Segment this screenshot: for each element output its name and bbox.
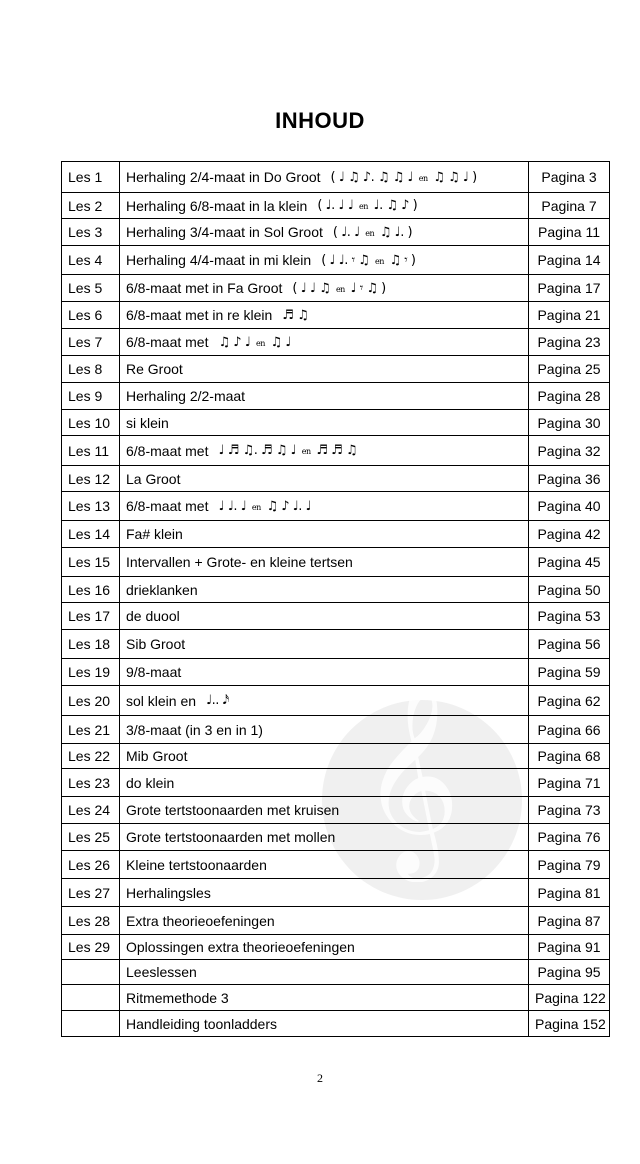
table-row <box>62 356 610 383</box>
table-row <box>62 716 610 744</box>
lesson-topic: de duool <box>126 608 180 624</box>
lesson-topic-cell <box>120 716 529 744</box>
lesson-topic: 6/8-maat met in Fa Groot <box>126 280 283 296</box>
lesson-number <box>62 985 120 1011</box>
rhythm-notes: ♫ ♩. ) <box>376 224 413 240</box>
page-reference: Pagina 28 <box>529 383 610 410</box>
page-reference: Pagina 11 <box>529 219 610 246</box>
lesson-topic-cell <box>120 1011 529 1037</box>
lesson-topic: Grote tertstoonaarden met mollen <box>126 829 336 845</box>
lesson-number: Les 8 <box>62 356 120 383</box>
rhythm-notes: ♬ ♫ <box>282 307 309 323</box>
table-row <box>62 492 610 521</box>
table-row <box>62 744 610 769</box>
page-reference: Pagina 40 <box>529 492 610 521</box>
lesson-topic: drieklanken <box>126 581 198 598</box>
table-row <box>62 603 610 630</box>
lesson-topic-cell <box>120 356 529 383</box>
lesson-topic: 6/8-maat met in re klein <box>126 307 273 323</box>
lesson-topic-cell <box>120 383 529 410</box>
table-row <box>62 383 610 410</box>
lesson-topic-cell <box>120 246 529 275</box>
table-row <box>62 659 610 686</box>
rhythm-notation <box>218 335 290 350</box>
lesson-topic: Herhaling 4/4-maat in mi klein <box>126 252 312 268</box>
lesson-number: Les 7 <box>62 329 120 356</box>
lesson-topic-cell <box>120 436 529 466</box>
page-reference: Pagina 14 <box>529 246 610 275</box>
lesson-topic-cell <box>120 302 529 329</box>
rhythm-notes: ( ♩. ♩ ♩ <box>317 198 357 213</box>
table-row <box>62 219 610 246</box>
rhythm-notes: ♫ ♪ ♩ <box>218 334 254 350</box>
rhythm-notes: ♫ ♪ ♩. ♩ <box>262 498 312 514</box>
table-row <box>62 686 610 716</box>
rhythm-notes: ♩ 𝄾 ♫ ) <box>346 280 386 296</box>
lesson-topic: Sib Groot <box>126 636 186 652</box>
table-row <box>62 769 610 797</box>
rhythm-notes: ( ♩. ♩ <box>332 224 364 240</box>
lesson-number: Les 12 <box>62 466 120 492</box>
page-reference: Pagina 76 <box>529 824 610 851</box>
lesson-topic-cell <box>120 659 529 686</box>
rhythm-notation <box>292 281 385 296</box>
lesson-topic-cell <box>120 329 529 356</box>
lesson-topic: 6/8-maat met <box>126 334 209 350</box>
lesson-number: Les 6 <box>62 302 120 329</box>
table-row <box>62 824 610 851</box>
table-row <box>62 275 610 302</box>
page-reference: Pagina 7 <box>529 193 610 219</box>
table-row <box>62 436 610 466</box>
page-reference: Pagina 45 <box>529 548 610 577</box>
lesson-number: Les 5 <box>62 275 120 302</box>
rhythm-notes: ♩ ♩. ♩ <box>218 498 250 514</box>
lesson-topic-cell <box>120 769 529 797</box>
lesson-topic: Mib Groot <box>126 748 188 764</box>
table-row <box>62 1011 610 1037</box>
table-row <box>62 797 610 824</box>
lesson-number: Les 18 <box>62 630 120 659</box>
rhythm-joiner: en <box>335 284 345 294</box>
table-row <box>62 630 610 659</box>
rhythm-notes: ♫ 𝄾 ) <box>385 252 416 268</box>
page-reference: Pagina 56 <box>529 630 610 659</box>
lesson-number: Les 3 <box>62 219 120 246</box>
rhythm-notes: ♩.. 𝅘𝅥𝅯 <box>206 693 229 708</box>
page-reference: Pagina 25 <box>529 356 610 383</box>
lesson-topic-cell <box>120 879 529 907</box>
lesson-topic-cell <box>120 492 529 521</box>
rhythm-notation <box>218 443 357 458</box>
lesson-topic: Herhaling 2/4-maat in Do Groot <box>126 169 321 185</box>
lesson-number: Les 15 <box>62 548 120 577</box>
lesson-number: Les 28 <box>62 907 120 935</box>
lesson-topic-cell <box>120 851 529 879</box>
lesson-topic-cell <box>120 548 529 577</box>
rhythm-notes: ( ♩ ♩. 𝄾 ♫ <box>321 252 373 268</box>
page-reference: Pagina 95 <box>529 960 610 985</box>
lesson-number: Les 20 <box>62 686 120 716</box>
page-reference: Pagina 53 <box>529 603 610 630</box>
lesson-topic: Herhaling 2/2-maat <box>126 388 246 404</box>
lesson-topic: Ritmemethode 3 <box>126 989 229 1006</box>
table-row <box>62 985 610 1011</box>
lesson-topic: 6/8-maat met <box>126 498 209 514</box>
table-row <box>62 162 610 193</box>
lesson-number: Les 11 <box>62 436 120 466</box>
page-reference: Pagina 79 <box>529 851 610 879</box>
lesson-topic-cell <box>120 907 529 935</box>
lesson-topic-cell <box>120 797 529 824</box>
table-row <box>62 466 610 492</box>
rhythm-notes: ♫ ♩ <box>266 334 291 350</box>
rhythm-joiner: en <box>251 502 261 512</box>
lesson-number: Les 16 <box>62 577 120 603</box>
lesson-topic: Leeslessen <box>126 964 197 980</box>
lesson-topic-cell <box>120 410 529 436</box>
lesson-topic: si klein <box>126 414 169 431</box>
page-reference: Pagina 21 <box>529 302 610 329</box>
page-title: INHOUD <box>275 108 365 133</box>
page-reference: Pagina 62 <box>529 686 610 716</box>
lesson-topic-cell <box>120 162 529 193</box>
page-reference: Pagina 91 <box>529 935 610 960</box>
page-reference: Pagina 50 <box>529 577 610 603</box>
page-reference: Pagina 152 <box>529 1011 610 1037</box>
rhythm-notation <box>321 253 415 268</box>
lesson-number: Les 19 <box>62 659 120 686</box>
rhythm-notation <box>333 225 412 240</box>
lesson-number: Les 27 <box>62 879 120 907</box>
page-reference: Pagina 122 <box>529 985 610 1011</box>
rhythm-notation <box>317 198 417 213</box>
lesson-topic: 6/8-maat met <box>126 442 209 459</box>
lesson-topic: 3/8-maat (in 3 en in 1) <box>126 721 263 738</box>
lesson-topic-cell <box>120 521 529 548</box>
lesson-number <box>62 1011 120 1037</box>
rhythm-joiner: en <box>358 202 368 211</box>
page-reference: Pagina 3 <box>529 162 610 193</box>
lesson-number: Les 21 <box>62 716 120 744</box>
table-row <box>62 960 610 985</box>
lesson-topic: 9/8-maat <box>126 664 182 680</box>
lesson-topic-cell <box>120 824 529 851</box>
lesson-number: Les 17 <box>62 603 120 630</box>
rhythm-joiner: en <box>255 338 265 348</box>
treble-clef-icon: 𝄞 <box>360 676 461 874</box>
lesson-topic: Re Groot <box>126 361 183 377</box>
lesson-number: Les 24 <box>62 797 120 824</box>
lesson-topic-cell <box>120 935 529 960</box>
page-reference: Pagina 32 <box>529 436 610 466</box>
table-row <box>62 548 610 577</box>
lesson-number: Les 1 <box>62 162 120 193</box>
lesson-number: Les 14 <box>62 521 120 548</box>
page-reference: Pagina 17 <box>529 275 610 302</box>
lesson-topic: Extra theorieoefeningen <box>126 912 275 929</box>
lesson-number: Les 13 <box>62 492 120 521</box>
rhythm-joiner: en <box>374 256 384 266</box>
lesson-topic-cell <box>120 960 529 985</box>
lesson-topic: do klein <box>126 774 175 791</box>
lesson-number: Les 2 <box>62 193 120 219</box>
lesson-topic: sol klein en <box>126 692 197 709</box>
lesson-topic: Grote tertstoonaarden met kruisen <box>126 802 340 818</box>
table-row <box>62 577 610 603</box>
lesson-number: Les 25 <box>62 824 120 851</box>
lesson-topic-cell <box>120 193 529 219</box>
rhythm-notes: ♩. ♫ ♪ ) <box>369 198 418 213</box>
page-reference: Pagina 30 <box>529 410 610 436</box>
lesson-topic: Handleiding toonladders <box>126 1015 277 1032</box>
lesson-number: Les 9 <box>62 383 120 410</box>
lesson-topic: Herhalingsles <box>126 884 211 901</box>
table-row <box>62 935 610 960</box>
table-row <box>62 907 610 935</box>
page-reference: Pagina 71 <box>529 769 610 797</box>
table-row <box>62 302 610 329</box>
lesson-topic-cell <box>120 686 529 716</box>
page-reference: Pagina 42 <box>529 521 610 548</box>
lesson-number: Les 26 <box>62 851 120 879</box>
lesson-topic: Fa# klein <box>126 526 183 542</box>
rhythm-joiner: en <box>365 228 375 238</box>
lesson-topic-cell <box>120 275 529 302</box>
lesson-topic-cell <box>120 219 529 246</box>
lesson-number: Les 22 <box>62 744 120 769</box>
rhythm-notes: ( ♩ ♫ ♪. ♫ ♫ ♩ <box>330 169 417 185</box>
rhythm-notation <box>206 693 229 708</box>
table-row <box>62 329 610 356</box>
page-reference: Pagina 87 <box>529 907 610 935</box>
rhythm-notes: ( ♩ ♩ ♫ <box>292 280 334 296</box>
lesson-topic-cell <box>120 603 529 630</box>
rhythm-notes: ♫ ♫ ♩ ) <box>429 169 477 185</box>
lesson-topic: La Groot <box>126 470 181 487</box>
lesson-number: Les 10 <box>62 410 120 436</box>
table-row <box>62 851 610 879</box>
page-reference: Pagina 36 <box>529 466 610 492</box>
lesson-number: Les 29 <box>62 935 120 960</box>
table-row <box>62 246 610 275</box>
page-reference: Pagina 59 <box>529 659 610 686</box>
rhythm-notes: ♩ ♬ ♫. ♬ ♫ ♩ <box>218 443 300 458</box>
lesson-topic: Kleine tertstoonaarden <box>126 856 267 873</box>
table-row <box>62 193 610 219</box>
page-number: 2 <box>317 1071 323 1085</box>
rhythm-joiner: en <box>301 447 311 456</box>
contents-table <box>61 161 610 1037</box>
lesson-topic: Oplossingen extra theorieoefeningen <box>126 939 355 955</box>
lesson-topic-cell <box>120 577 529 603</box>
lesson-topic-cell <box>120 630 529 659</box>
page-reference: Pagina 23 <box>529 329 610 356</box>
page-reference: Pagina 66 <box>529 716 610 744</box>
lesson-number: Les 4 <box>62 246 120 275</box>
rhythm-notes: ♬ ♬ ♫ <box>312 443 358 458</box>
page-reference: Pagina 81 <box>529 879 610 907</box>
rhythm-notation <box>218 499 311 514</box>
lesson-topic: Herhaling 6/8-maat in la klein <box>126 197 308 214</box>
rhythm-notation <box>331 170 477 185</box>
lesson-topic: Herhaling 3/4-maat in Sol Groot <box>126 224 323 240</box>
page-reference: Pagina 68 <box>529 744 610 769</box>
table-row <box>62 410 610 436</box>
lesson-number <box>62 960 120 985</box>
table-row <box>62 521 610 548</box>
table-row <box>62 879 610 907</box>
rhythm-joiner: en <box>418 173 428 183</box>
lesson-topic-cell <box>120 744 529 769</box>
lesson-topic-cell <box>120 466 529 492</box>
lesson-number: Les 23 <box>62 769 120 797</box>
lesson-topic-cell <box>120 985 529 1011</box>
page-reference: Pagina 73 <box>529 797 610 824</box>
lesson-topic: Intervallen + Grote- en kleine tertsen <box>126 554 353 570</box>
rhythm-notation <box>282 308 308 323</box>
